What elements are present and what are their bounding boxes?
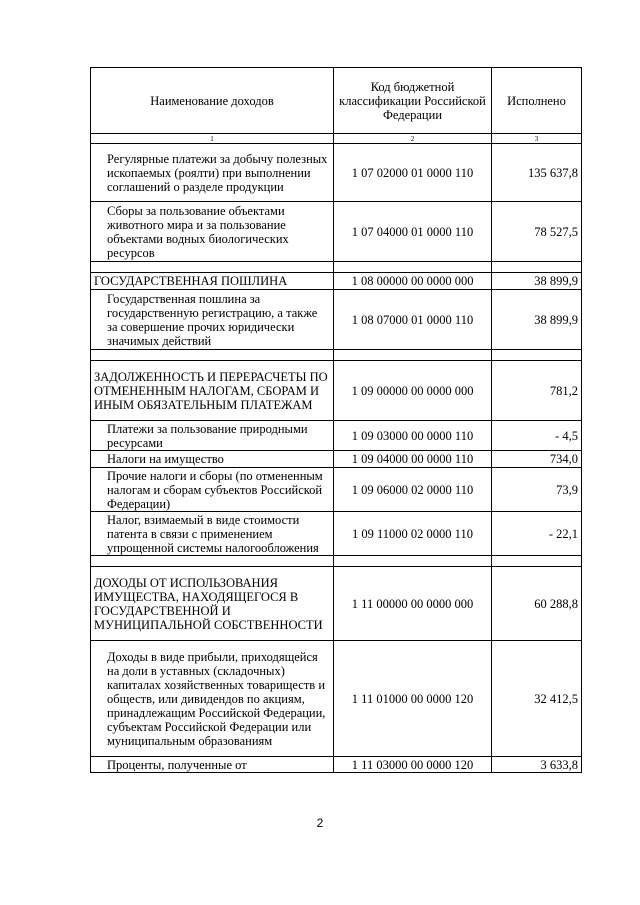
revenue-name-cell: Платежи за пользование природными ресурсами [91, 421, 334, 451]
section-row [91, 361, 582, 421]
column-number: 2 [334, 134, 492, 144]
executed-amount-cell: 38 899,9 [492, 273, 582, 290]
revenue-name-cell: Прочие налоги и сборы (по отмененным налогам и сборам субъектов Российской Федерации) [91, 468, 334, 512]
executed-amount-cell: - 4,5 [492, 421, 582, 451]
revenue-name-cell: ДОХОДЫ ОТ ИСПОЛЬЗОВАНИЯ ИМУЩЕСТВА, НАХОДЯЩЕГОСЯ В ГОСУДАРСТВЕННОЙ И МУНИЦИПАЛЬНОЙ СОБСТВЕННОСТИ [91, 567, 334, 641]
page-number: 2 [316, 816, 324, 830]
empty-cell [334, 556, 492, 567]
budget-code-cell: 1 07 02000 01 0000 110 [334, 144, 492, 202]
executed-amount-cell: 781,2 [492, 361, 582, 421]
table-row [91, 641, 582, 757]
budget-code-cell: 1 08 00000 00 0000 000 [334, 273, 492, 290]
budget-code-cell: 1 09 00000 00 0000 000 [334, 361, 492, 421]
spacer-row [91, 262, 582, 273]
budget-code-cell: 1 11 00000 00 0000 000 [334, 567, 492, 641]
table-row [91, 451, 582, 468]
budget-code-cell: 1 11 03000 00 0000 120 [334, 757, 492, 773]
revenue-name-cell: ГОСУДАРСТВЕННАЯ ПОШЛИНА [91, 273, 334, 290]
column-number-row [91, 134, 582, 144]
header-budget-code: Код бюджетной классификации Российской Федерации [334, 68, 492, 134]
executed-amount-cell: 73,9 [492, 468, 582, 512]
empty-cell [91, 350, 334, 361]
table-row [91, 512, 582, 556]
section-row [91, 273, 582, 290]
empty-cell [334, 350, 492, 361]
empty-cell [492, 556, 582, 567]
revenue-name-cell: ЗАДОЛЖЕННОСТЬ И ПЕРЕРАСЧЕТЫ ПО ОТМЕНЕННЫМ НАЛОГАМ, СБОРАМ И ИНЫМ ОБЯЗАТЕЛЬНЫМ ПЛАТЕЖАМ [91, 361, 334, 421]
header-revenue-name: Наименование доходов [91, 68, 334, 134]
empty-cell [334, 262, 492, 273]
executed-amount-cell: 734,0 [492, 451, 582, 468]
revenue-table [90, 67, 582, 773]
table-body [91, 144, 582, 773]
revenue-name-cell: Налог, взимаемый в виде стоимости патента в связи с применением упрощенной системы налогообложения [91, 512, 334, 556]
budget-code-cell: 1 09 03000 00 0000 110 [334, 421, 492, 451]
budget-code-cell: 1 08 07000 01 0000 110 [334, 290, 492, 350]
revenue-name-cell: Доходы в виде прибыли, приходящейся на доли в уставных (складочных) капиталах хозяйственных товариществ и обществ, или дивидендов по акциям, принадлежащим Российской Федерации, субъектам Российской Федерации или муниципальным образованиям [91, 641, 334, 757]
budget-code-cell: 1 09 04000 00 0000 110 [334, 451, 492, 468]
budget-code-cell: 1 07 04000 01 0000 110 [334, 202, 492, 262]
table-row [91, 421, 582, 451]
revenue-name-cell: Регулярные платежи за добычу полезных ископаемых (роялти) при выполнении соглашений о разделе продукции [91, 144, 334, 202]
executed-amount-cell: 78 527,5 [492, 202, 582, 262]
header-executed-amount: Исполнено [492, 68, 582, 134]
table-header-row [91, 68, 582, 134]
executed-amount-cell: 3 633,8 [492, 757, 582, 773]
budget-code-cell: 1 09 11000 02 0000 110 [334, 512, 492, 556]
revenue-name-cell: Государственная пошлина за государственную регистрацию, а также за совершение прочих юридически значимых действий [91, 290, 334, 350]
executed-amount-cell: 32 412,5 [492, 641, 582, 757]
empty-cell [492, 262, 582, 273]
empty-cell [91, 262, 334, 273]
executed-amount-cell: 38 899,9 [492, 290, 582, 350]
table-row [91, 144, 582, 202]
column-number: 3 [492, 134, 582, 144]
table-row [91, 757, 582, 773]
spacer-row [91, 350, 582, 361]
column-number: 1 [91, 134, 334, 144]
executed-amount-cell: 135 637,8 [492, 144, 582, 202]
table-row [91, 290, 582, 350]
empty-cell [492, 350, 582, 361]
section-row [91, 567, 582, 641]
empty-cell [91, 556, 334, 567]
budget-code-cell: 1 09 06000 02 0000 110 [334, 468, 492, 512]
executed-amount-cell: - 22,1 [492, 512, 582, 556]
revenue-name-cell: Налоги на имущество [91, 451, 334, 468]
table-row [91, 468, 582, 512]
revenue-name-cell: Сборы за пользование объектами животного мира и за пользование объектами водных биологических ресурсов [91, 202, 334, 262]
spacer-row [91, 556, 582, 567]
budget-code-cell: 1 11 01000 00 0000 120 [334, 641, 492, 757]
executed-amount-cell: 60 288,8 [492, 567, 582, 641]
revenue-name-cell: Проценты, полученные от [91, 757, 334, 773]
table-row [91, 202, 582, 262]
